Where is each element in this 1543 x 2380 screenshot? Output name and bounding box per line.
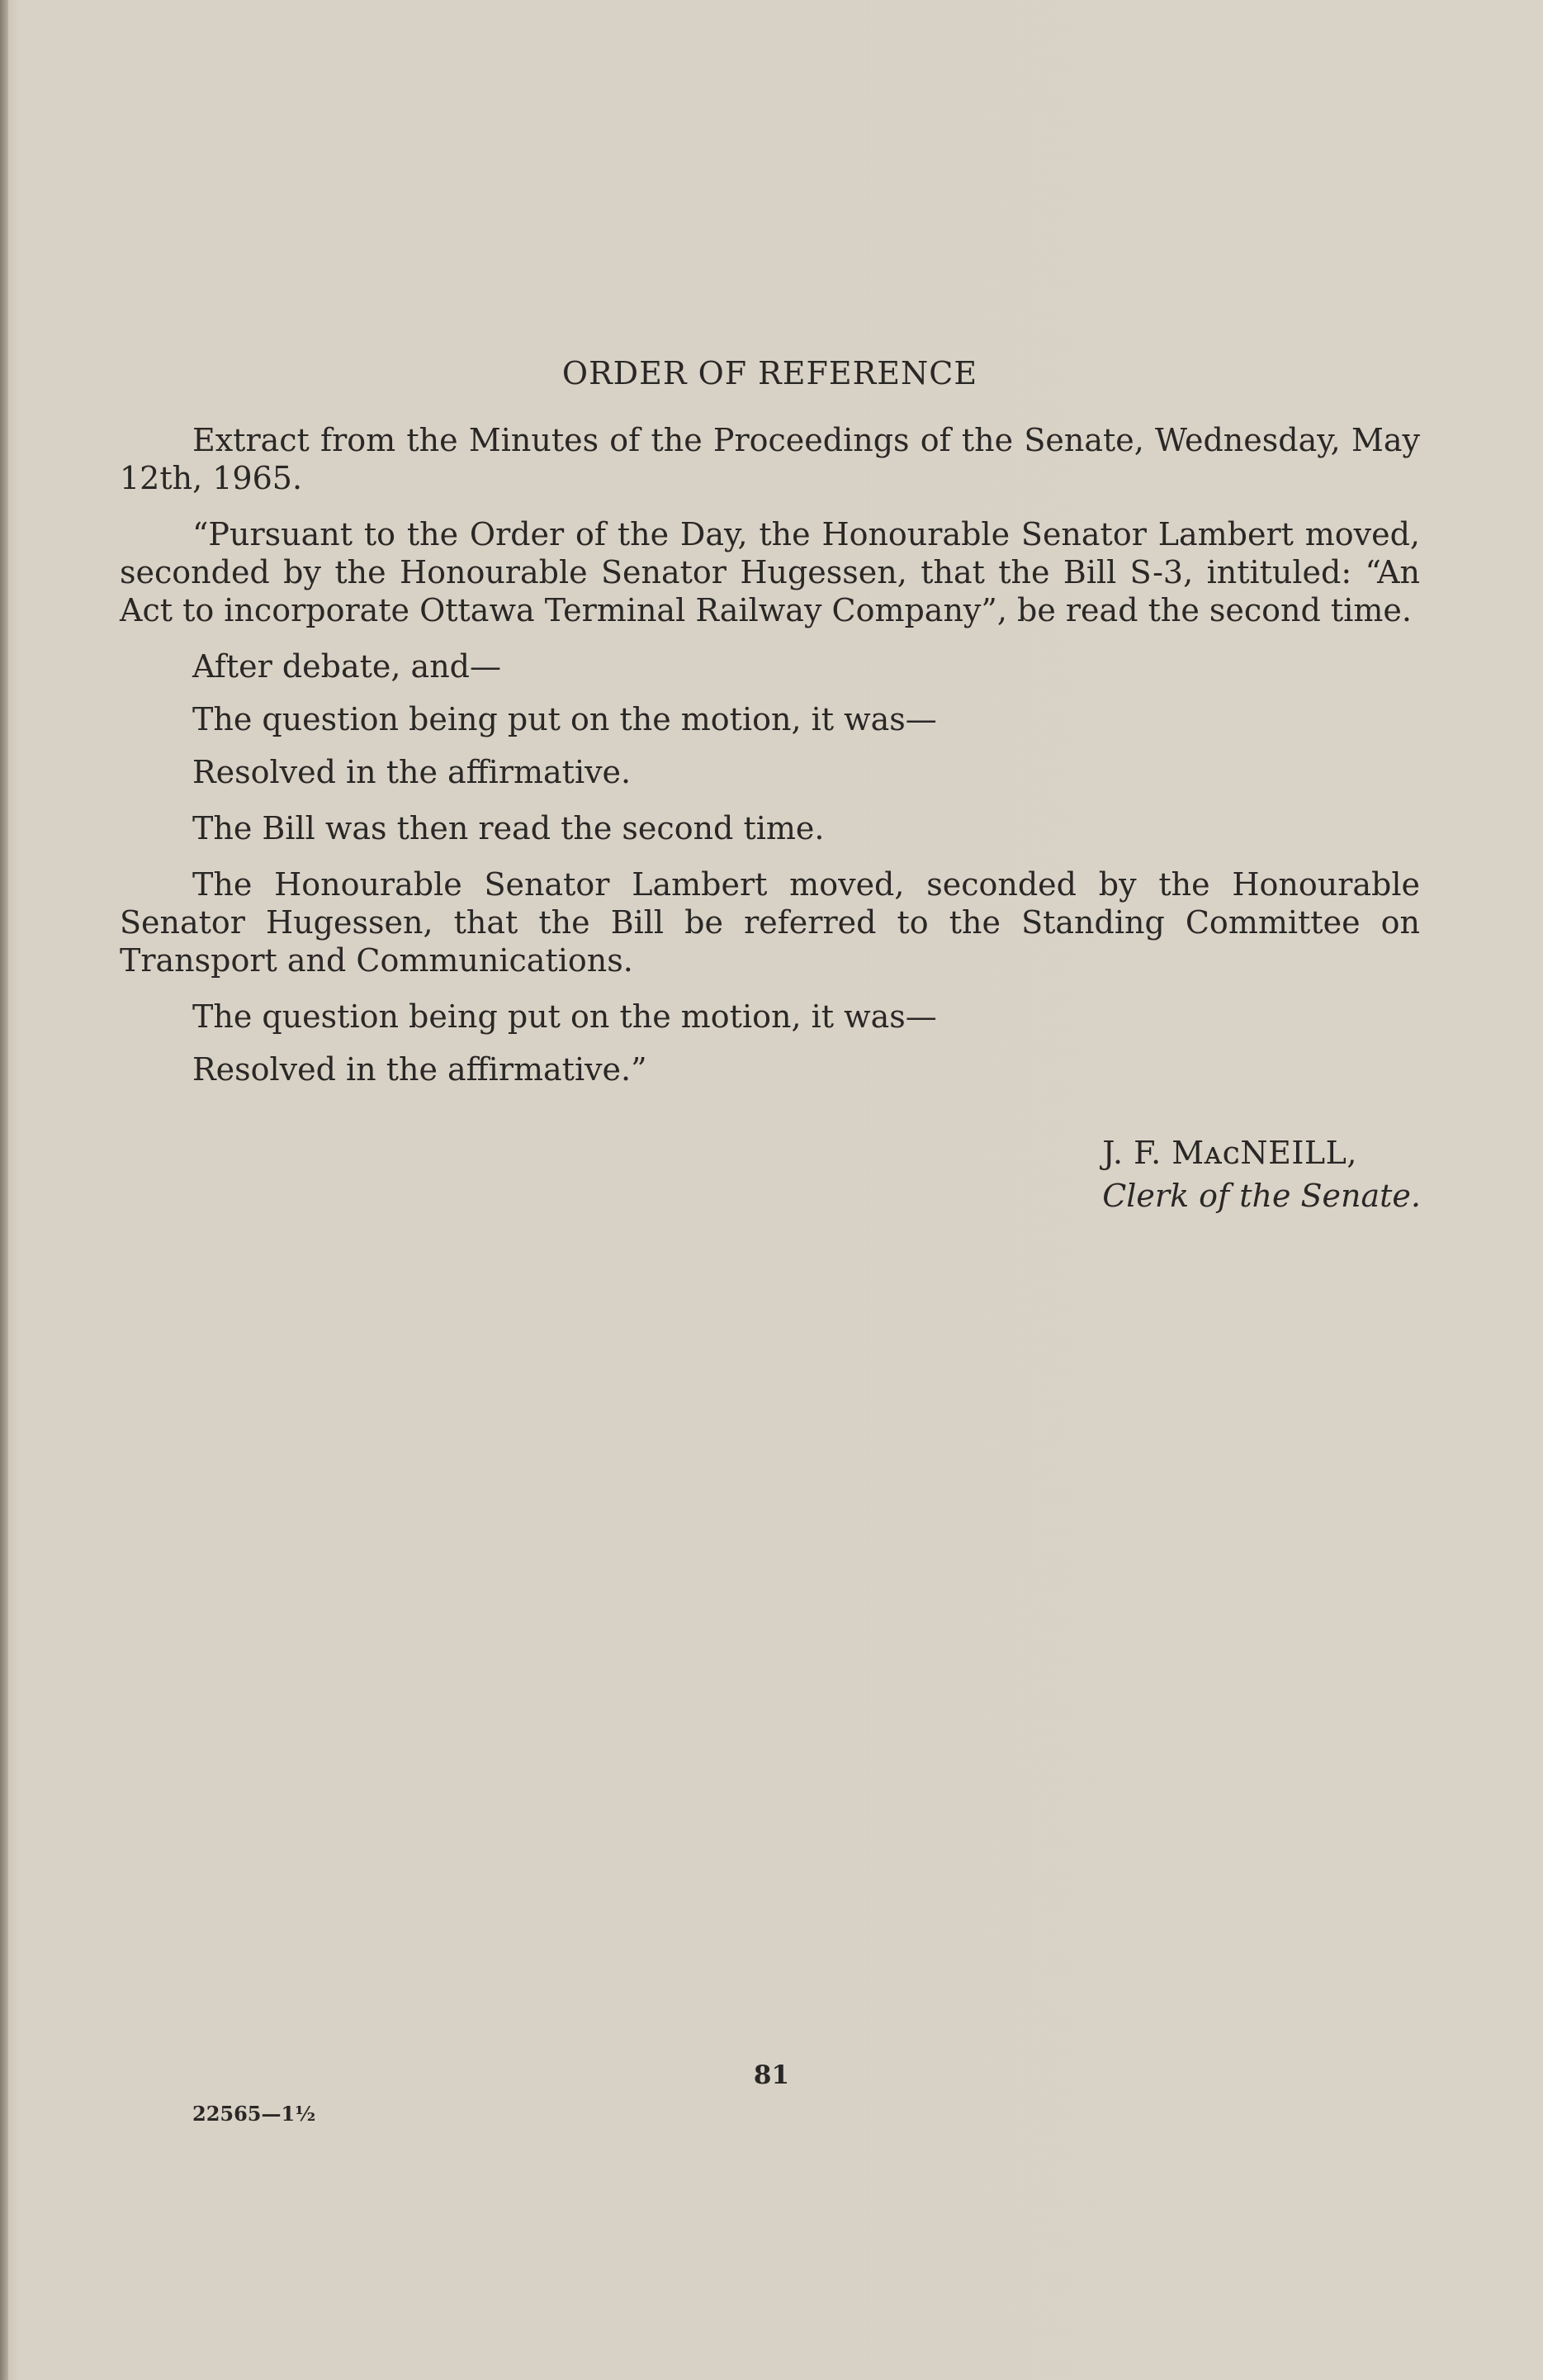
motion-paragraph: “Pursuant to the Order of the Day, the Honourable Senator Lambert moved, seconded by the Honourable Senator Hugessen, that the Bill S-3, intituled: “An Act to incorporate Ottawa Terminal Railway Company”, be read the second time. <box>120 515 1420 628</box>
referral-paragraph: The Honourable Senator Lambert moved, seconded by the Honourable Senator Hugessen, that the Bill be referred to the Standing Committee on Transport and Communications. <box>120 865 1420 979</box>
resolved-line: Resolved in the affirmative. <box>192 753 632 790</box>
resolved-line-2: Resolved in the affirmative.” <box>192 1050 647 1088</box>
signatory-title: Clerk of the Senate. <box>1102 1178 1421 1214</box>
debate-line: After debate, and— <box>192 647 502 685</box>
binding-edge <box>0 0 8 2380</box>
page-number: 81 <box>753 2060 790 2090</box>
signature-block <box>1102 1131 1421 1217</box>
question-line-2: The question being put on the motion, it was— <box>192 998 937 1035</box>
printer-code: 22565—1½ <box>192 2102 316 2126</box>
document-heading: ORDER OF REFERENCE <box>561 355 978 391</box>
signatory-name: J. F. MᴀᴄNEILL, <box>1102 1135 1357 1171</box>
document-body <box>120 355 1420 1088</box>
second-reading-line: The Bill was then read the second time. <box>192 809 825 846</box>
extract-paragraph: Extract from the Minutes of the Proceedings of the Senate, Wednesday, May 12th, 1965. <box>120 421 1420 496</box>
question-line: The question being put on the motion, it was— <box>192 700 937 737</box>
